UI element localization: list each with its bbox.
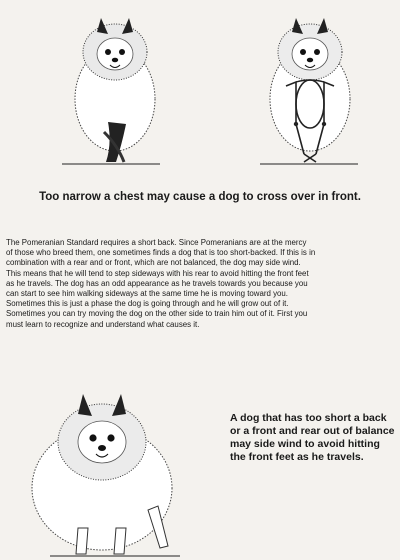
paragraph-line: Sometimes you can try moving the dog on the other side to train him out of it. First you bbox=[6, 309, 308, 319]
caption-narrow-chest: Too narrow a chest may cause a dog to cross over in front. bbox=[39, 191, 361, 203]
body-paragraph bbox=[6, 238, 398, 330]
pomeranian-front-view-illustration bbox=[62, 18, 160, 164]
pomeranian-side-wind-illustration bbox=[20, 378, 190, 560]
caption-side-wind bbox=[230, 412, 400, 464]
paragraph-line: of those who breed them, one sometimes finds a dog that is too short-backed. If this is in bbox=[6, 248, 316, 258]
paragraph-line: as he travels. The dog has an odd appearance as he travels towards you because you bbox=[6, 278, 308, 288]
caption-line: or a front and rear out of balance bbox=[230, 425, 395, 437]
paragraph-line: must learn to recognize and understand what causes it. bbox=[6, 319, 200, 329]
paragraph-line: combination with a rear and or front, which are not balanced, the dog may side wind. bbox=[6, 258, 301, 268]
pomeranian-skeleton-illustration bbox=[260, 18, 358, 164]
paragraph-line: can start to see him walking sideways at the same time he is moving toward you. bbox=[6, 289, 288, 299]
caption-line: A dog that has too short a back bbox=[230, 412, 387, 424]
caption-line: the front feet as he travels. bbox=[230, 451, 364, 463]
paragraph-line: Sometimes this is just a phase the dog is going through and he will grow out of it. bbox=[6, 299, 289, 309]
paragraph-line: This means that he will tend to step sideways with his rear to avoid hitting the front feet bbox=[6, 268, 309, 278]
paragraph-line: The Pomeranian Standard requires a short back. Since Pomeranians are at the mercy bbox=[6, 238, 307, 247]
caption-line: may side wind to avoid hitting bbox=[230, 438, 380, 450]
top-illustrations bbox=[60, 4, 360, 174]
